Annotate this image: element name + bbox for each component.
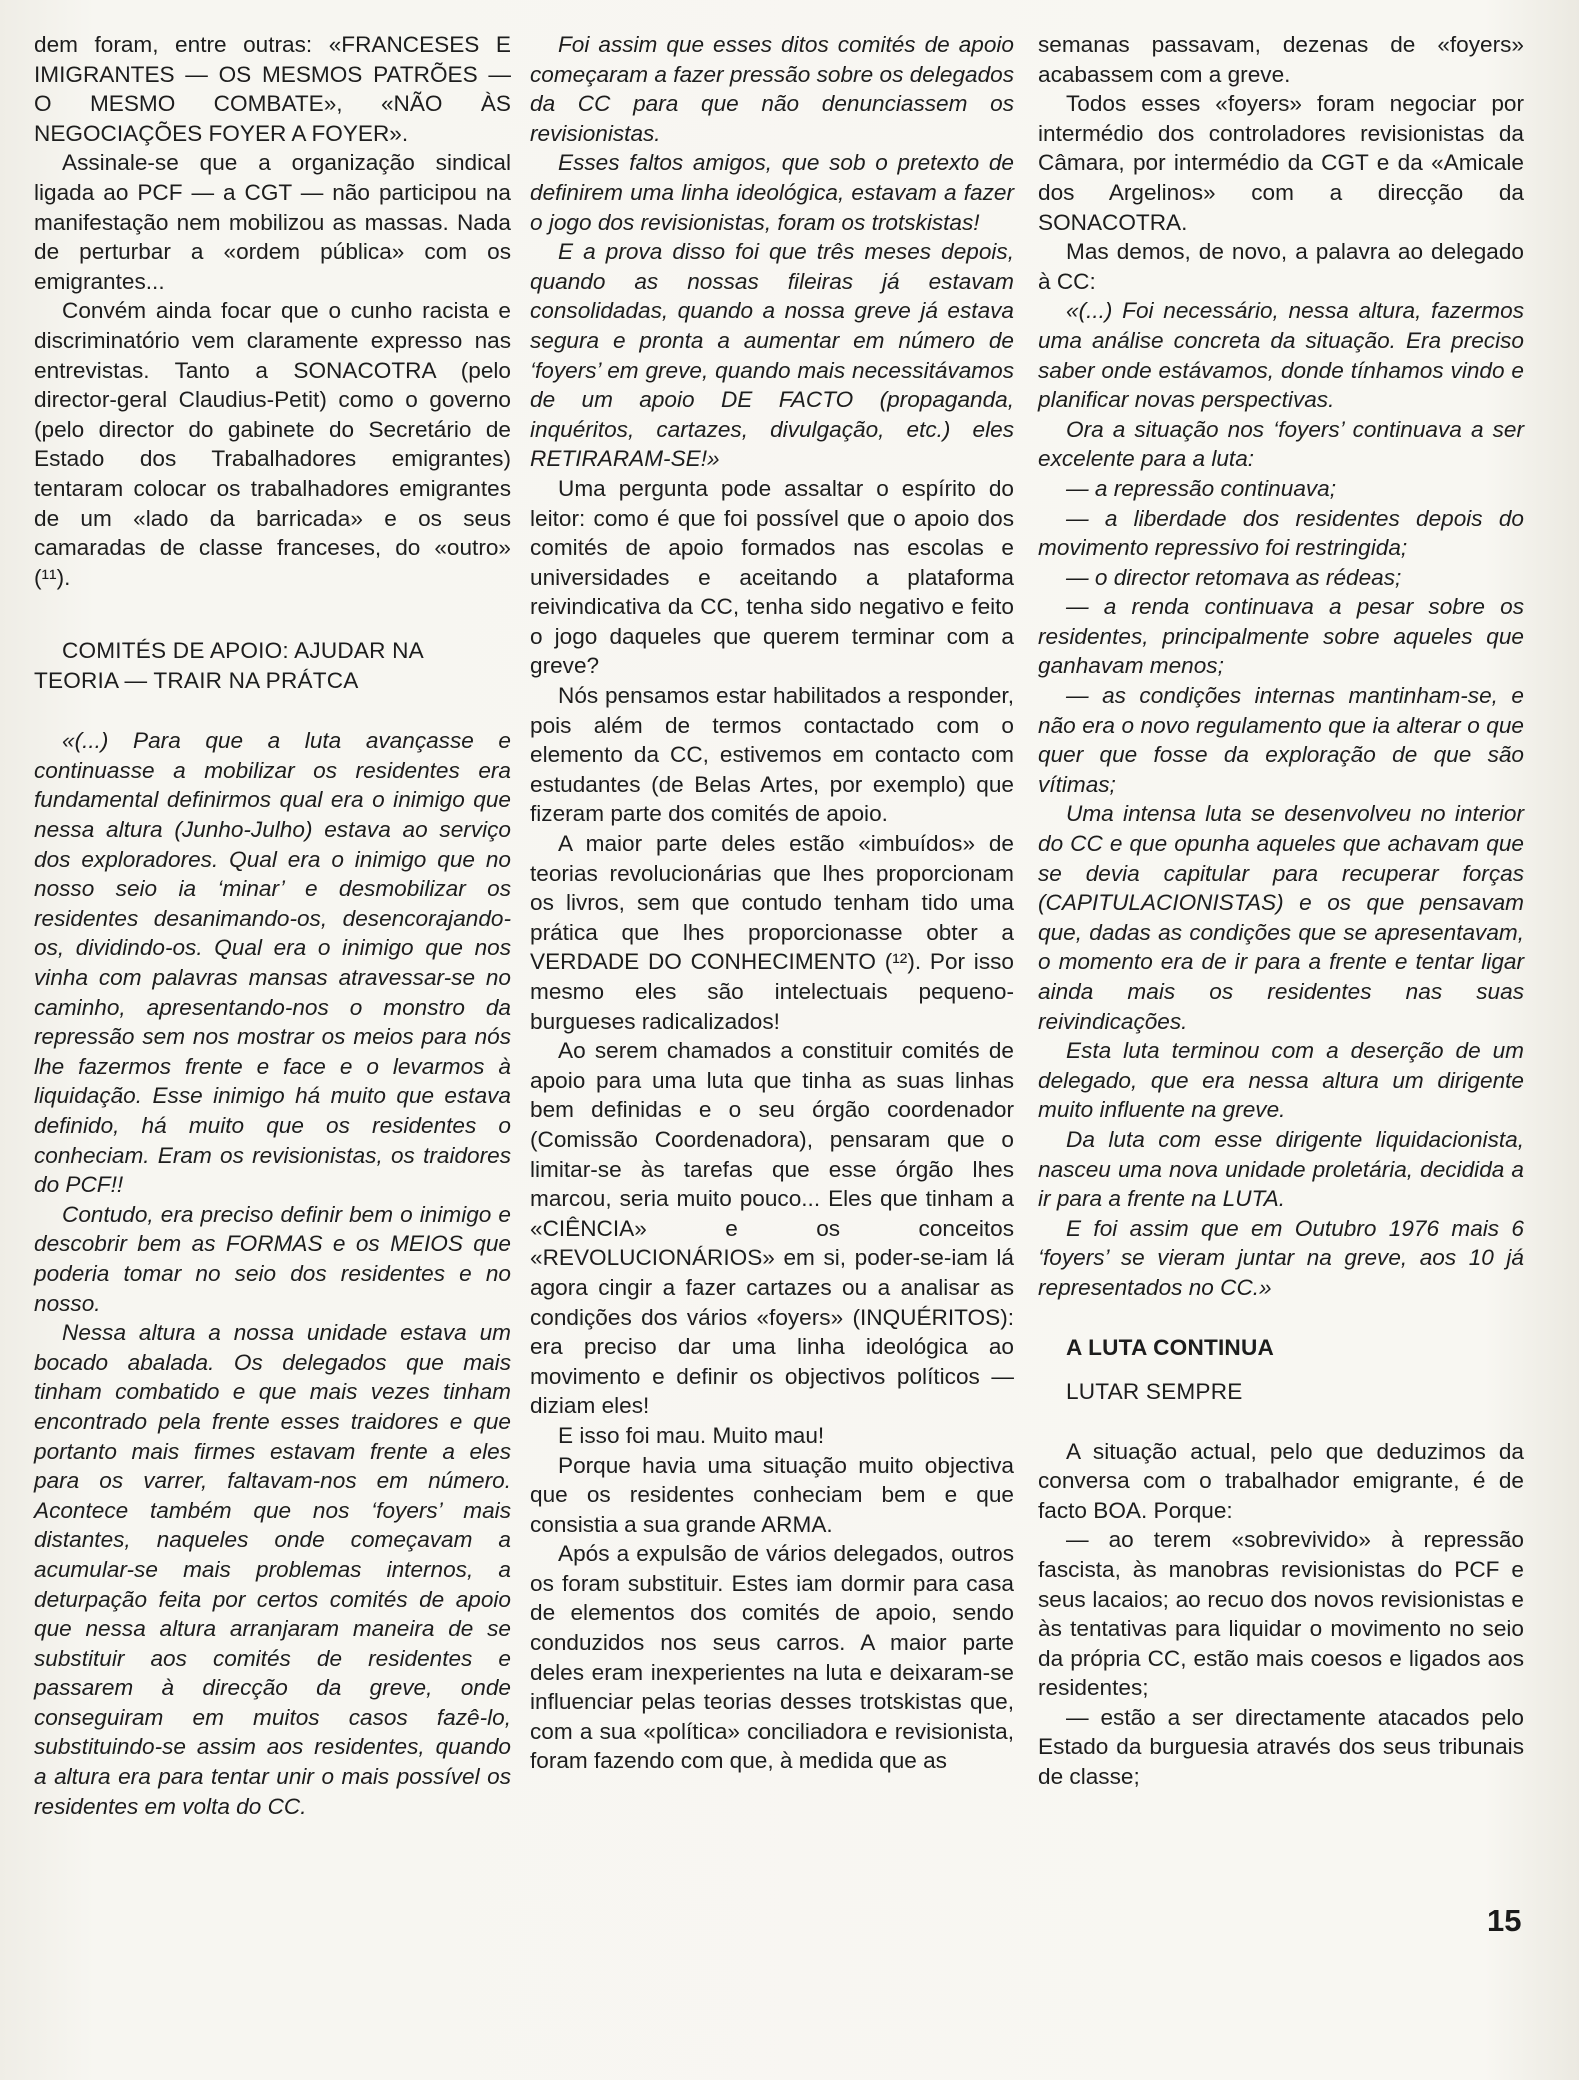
paragraph: E foi assim que em Outubro 1976 mais 6 ‘foyers’ se vieram juntar na greve, aos 10 já representados no CC.» — [1038, 1215, 1524, 1300]
paragraph: E isso foi mau. Muito mau! — [558, 1422, 825, 1448]
paragraph: Nós pensamos estar habilitados a responder, pois além de termos contactado com o elemento da CC, estivemos em contacto com estudantes (de Belas Artes, por exemplo) que fizeram parte dos comités de apoio. — [530, 683, 1014, 827]
spacer — [1038, 1303, 1524, 1333]
paragraph: Esses faltos amigos, que sob o pretexto de definirem uma linha ideológica, estavam a fazer o jogo dos revisionistas, foram os trotskistas! — [530, 150, 1014, 235]
spacer — [34, 592, 511, 636]
paragraph: «(...) Para que a luta avançasse e continuasse a mobilizar os residentes era fundamental definirmos qual era o inimigo que nessa altura (Junho-Julho) estava ao serviço dos exploradores. Qual era o inimigo que no nosso seio ia ‘minar’ e desmobilizar os residentes desanimando-os, desencorajando-os, dividindo-os. Qual era o inimigo que nos vinha com palavras mansas atravessar-se no caminho, apresentando-nos o monstro da repressão sem nos mostrar os meios para nós lhe fazermos frente e face e o levarmos à liquidação. Esse inimigo há muito que estava definido, há muito que os residentes o conheciam. Eram os revisionistas, os traidores do PCF!! — [34, 728, 511, 1198]
paragraph: A maior parte deles estão «imbuídos» de teorias revolucionárias que lhes proporcionam os livros, sem que contudo tenham tido uma prática que lhes proporcionasse obter a VERDADE DO CONHECIMENTO (¹²). Por isso mesmo eles são intelectuais pequeno-burgueses radicalizados! — [530, 831, 1014, 1034]
paragraph: Ora a situação nos ‘foyers’ continuava a ser excelente para a luta: — [1038, 416, 1524, 472]
paragraph: Uma intensa luta se desenvolveu no interior do CC e que opunha aqueles que achavam que se devia capitular para recuperar forças (CAPITULACIONISTAS) e os que pensavam que, dadas as condições que se apresentavam, o momento era de ir para a frente e tentar ligar ainda mais os residentes nas suas reivindicações. — [1038, 801, 1524, 1034]
paragraph: «(...) Foi necessário, nessa altura, fazermos uma análise concreta da situação. Era preciso saber onde estávamos, donde tínhamos vindo e planificar novas perspectivas. — [1038, 298, 1524, 413]
paragraph: Ao serem chamados a constituir comités de apoio para uma luta que tinha as suas linhas bem definidas e o seu órgão coordenador (Comissão Coordenadora), pensaram que o limitar-se às tarefas que esse órgão lhes marcou, seria muito pouco... Eles que tinham a «CIÊNCIA» e os conceitos «REVOLUCIONÁRIOS» em si, poder-se-iam lá agora cingir a fazer cartazes ou a analisar as condições dos vários «foyers» (INQUÉRITOS): era preciso dar uma linha ideológica ao movimento e definir os objectivos políticos — diziam eles! — [530, 1038, 1014, 1419]
text-column-3 — [1038, 30, 1524, 1792]
paragraph: semanas passavam, dezenas de «foyers» acabassem com a greve. — [1038, 32, 1524, 87]
list-item: — estão a ser directamente atacados pelo Estado da burguesia através dos seus tribunais de classe; — [1038, 1704, 1524, 1790]
paragraph: Foi assim que esses ditos comités de apoio começaram a fazer pressão sobre os delegados da CC para que não denunciassem os revisionistas. — [530, 32, 1014, 146]
text-column-2 — [530, 30, 1014, 1776]
paragraph: Mas demos, de novo, a palavra ao delegado à CC: — [1038, 239, 1524, 294]
text-column-1 — [34, 30, 511, 1821]
list-item: — ao terem «sobrevivido» à repressão fascista, às manobras revisionistas do PCF e seus lacaios; ao recuo dos novos revisionistas e às tentativas para liquidar o movimento no seio da própria CC, estão mais coesos e ligados aos residentes; — [1038, 1527, 1524, 1701]
section-heading: A LUTA CONTINUA — [1066, 1334, 1274, 1360]
paragraph: Após a expulsão de vários delegados, outros os foram substituir. Estes iam dormir para casa de elementos dos comités de apoio, sendo conduzidos nos seus carros. A maior parte deles eram inexperientes na luta e deixaram-se influenciar pelas teorias desses trotskistas que, com a sua «política» conciliadora e revisionista, foram fazendo com que, à medida que as — [530, 1541, 1014, 1774]
paragraph: Nessa altura a nossa unidade estava um bocado abalada. Os delegados que mais tinham combatido e que mais vezes tinham encontrado pela frente esses traidores e que portanto mais firmes estavam frente a eles para os varrer, faltavam-nos em número. Acontece também que nos ‘foyers’ mais distantes, naqueles onde começavam a acumular-se mais problemas internos, a deturpação feita por certos comités de apoio que nessa altura arranjaram maneira de se substituir aos comités de residentes e passarem à direcção da greve, onde conseguiram em muitos casos fazê-lo, substituindo-se assim aos residentes, quando a altura era para tentar unir o mais possível os residentes em volta do CC. — [34, 1320, 511, 1819]
paragraph: Porque havia uma situação muito objectiva que os residentes conheciam bem e que consistia a sua grande ARMA. — [530, 1452, 1014, 1537]
section-heading: COMITÉS DE APOIO: AJUDAR NA TEORIA — TRAIR NA PRÁTCA — [34, 638, 423, 694]
section-subheading: LUTAR SEMPRE — [1066, 1378, 1243, 1404]
list-item: — a liberdade dos residentes depois do movimento repressivo foi restringida; — [1038, 505, 1524, 561]
paragraph: dem foram, entre outras: «FRANCESES E IMIGRANTES — OS MESMOS PATRÕES — O MESMO COMBATE», «NÃO ÀS NEGOCIAÇÕES FOYER A FOYER». — [34, 32, 511, 146]
paragraph: E a prova disso foi que três meses depois, quando as nossas fileiras já estavam consolidadas, quando a nossa greve já estava segura e pronta a aumentar em número de ‘foyers’ em greve, quando mais necessitávamos de um apoio DE FACTO (propaganda, inquéritos, cartazes, divulgação, etc.) eles RETIRARAM-SE!» — [530, 239, 1014, 472]
paragraph: A situação actual, pelo que deduzimos da conversa com o trabalhador emigrante, é de facto BOA. Porque: — [1038, 1438, 1524, 1523]
page-number: 15 — [1487, 1903, 1522, 1938]
list-item: — o director retomava as rédeas; — [1066, 564, 1402, 590]
paragraph: Convém ainda focar que o cunho racista e discriminatório vem claramente expresso nas entrevistas. Tanto a SONACOTRA (pelo director-geral Claudius-Petit) como o governo (pelo director do gabinete do Secretário de Estado dos Trabalhadores emigrantes) tentaram colocar os trabalhadores emigrantes de um «lado da barricada» e os seus camaradas de classe franceses, do «outro» (¹¹). — [34, 298, 511, 590]
paragraph: Contudo, era preciso definir bem o inimigo e descobrir bem as FORMAS e os MEIOS que poderia tomar no seio dos residentes e no nosso. — [34, 1201, 511, 1316]
paragraph: Todos esses «foyers» foram negociar por intermédio dos controladores revisionistas da Câmara, por intermédio da CGT e da «Amicale dos Argelinos» com a direcção da SONACOTRA. — [1038, 91, 1524, 235]
paragraph: Da luta com esse dirigente liquidacionista, nasceu uma nova unidade proletária, decidida a ir para a frente na LUTA. — [1038, 1126, 1524, 1212]
paragraph: Esta luta terminou com a deserção de um delegado, que era nessa altura um dirigente muito influente na greve. — [1038, 1038, 1524, 1123]
list-item: — a renda continuava a pesar sobre os residentes, principalmente sobre aqueles que ganhavam menos; — [1038, 594, 1524, 679]
list-item: — a repressão continuava; — [1066, 475, 1337, 501]
spacer — [1038, 1363, 1524, 1377]
list-item: — as condições internas mantinham-se, e não era o novo regulamento que ia alterar o que quer que fosse da exploração de que são vítimas; — [1038, 683, 1524, 797]
spacer — [34, 696, 511, 726]
paragraph: Assinale-se que a organização sindical ligada ao PCF — a CGT — não participou na manifestação nem mobilizou as massas. Nada de perturbar a «ordem pública» com os emigrantes... — [34, 150, 511, 294]
paragraph: Uma pergunta pode assaltar o espírito do leitor: como é que foi possível que o apoio dos comités de apoio formados nas escolas e universidades e aceitando a plataforma reivindicativa da CC, tenha sido negativo e feito o jogo daqueles que querem terminar com a greve? — [530, 475, 1014, 679]
spacer — [1038, 1407, 1524, 1437]
